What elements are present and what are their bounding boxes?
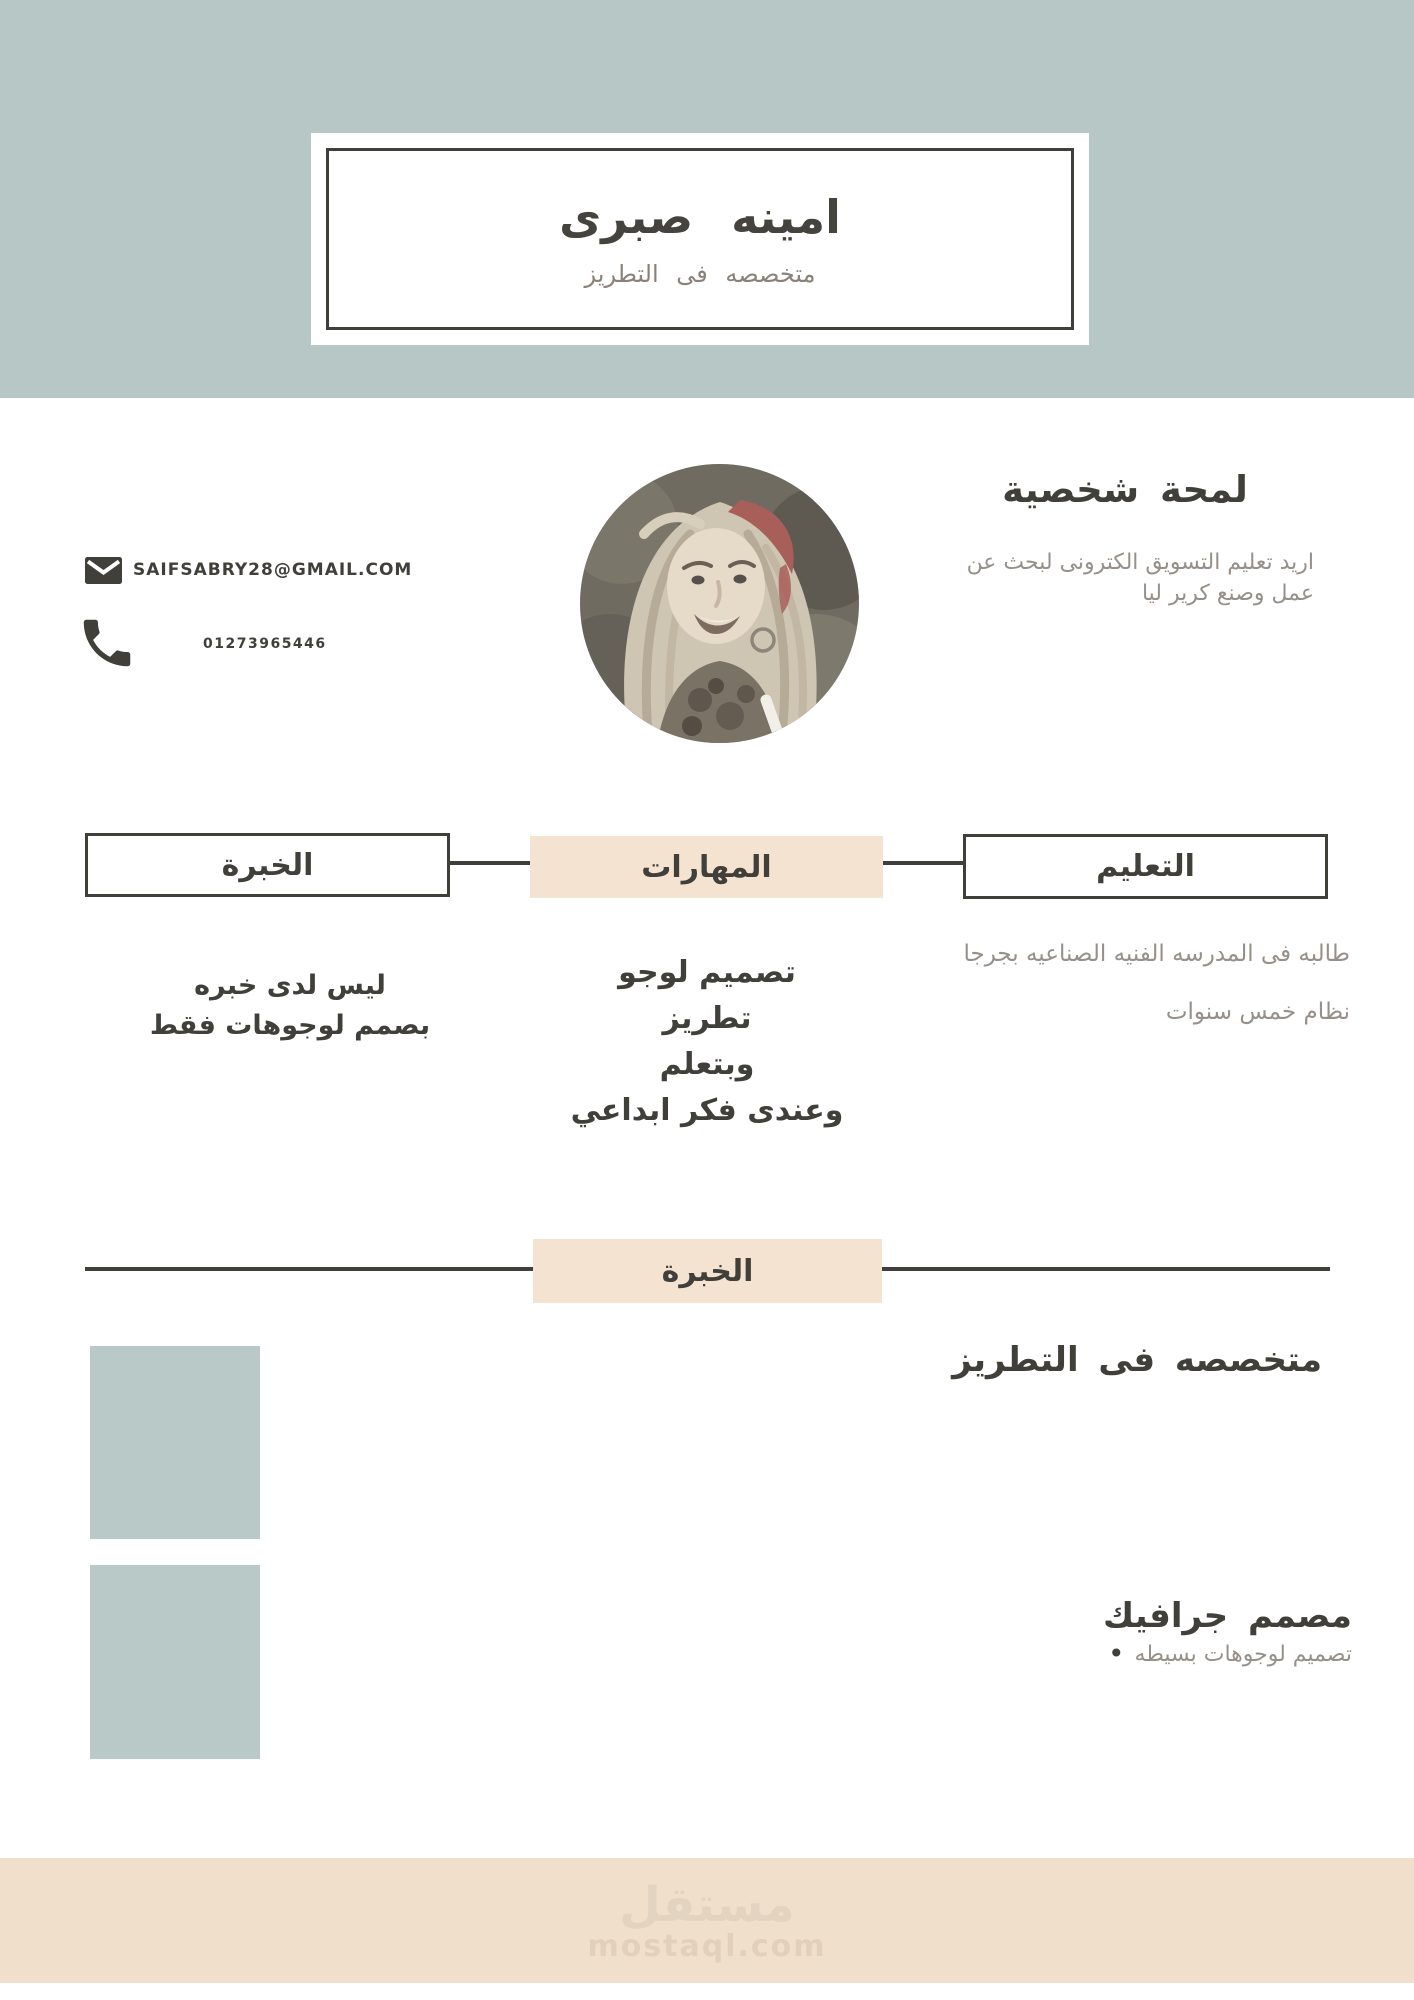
- email-icon: [85, 557, 122, 584]
- profile-photo: [580, 464, 859, 743]
- footer-band: [0, 1858, 1414, 1983]
- experience-entry-title: متخصصه فى التطريز: [952, 1340, 1322, 1380]
- section-label-education: التعليم: [963, 834, 1328, 899]
- phone-text: 01273965446: [203, 636, 327, 652]
- experience-entry-title: مصمم جرافيك: [1103, 1596, 1352, 1636]
- skills-item: وبتعلم: [659, 1047, 755, 1082]
- bullet-icon: •: [1108, 1637, 1125, 1670]
- education-line: طالبه فى المدرسه الفنيه الصناعيه بجرجا: [963, 941, 1350, 967]
- watermark-latin: mostaql.com: [587, 1929, 827, 1964]
- experience-note-line: ليس لدى خبره: [194, 970, 386, 1001]
- portfolio-thumbnail: [90, 1565, 260, 1759]
- person-role: متخصصه فى التطريز: [584, 260, 816, 288]
- skills-item: تطريز: [662, 1001, 752, 1036]
- section-label-experience: الخبرة: [85, 833, 450, 897]
- education-line: نظام خمس سنوات: [1165, 999, 1350, 1025]
- skills-item: وعندى فكر ابداعي: [570, 1093, 844, 1128]
- profile-photo-illustration: [580, 464, 859, 743]
- experience-bullet-text: تصميم لوجوهات بسيطه: [1134, 1641, 1352, 1667]
- divider-line: [882, 1267, 1330, 1271]
- email-text: SAIFSABRY28@GMAIL.COM: [133, 560, 413, 580]
- connector-line: [883, 861, 963, 865]
- experience-note-line: بصمم لوجوهات فقط: [149, 1010, 431, 1041]
- summary-section: [936, 468, 1314, 609]
- experience-note: [110, 966, 470, 1046]
- summary-text: اريد تعليم التسويق الكترونى لبحث عن عمل وصنع كرير ليا: [966, 550, 1314, 606]
- title-box: [311, 133, 1089, 345]
- watermark-arabic: مستقل: [619, 1877, 795, 1933]
- skills-list: [437, 950, 977, 1134]
- section-label-skills: المهارات: [530, 836, 883, 898]
- skills-item: تصميم لوجو: [618, 955, 796, 990]
- title-frame: [326, 148, 1074, 330]
- person-name: امينه صبرى: [559, 190, 841, 244]
- summary-heading: لمحة شخصية: [1002, 468, 1248, 511]
- education-text: [950, 936, 1350, 1030]
- experience-entry-bullet: [1108, 1637, 1352, 1670]
- divider-line: [85, 1267, 533, 1271]
- connector-line: [450, 861, 530, 865]
- divider-label-experience: الخبرة: [533, 1239, 882, 1303]
- phone-icon: [76, 612, 138, 674]
- portfolio-thumbnail: [90, 1346, 260, 1539]
